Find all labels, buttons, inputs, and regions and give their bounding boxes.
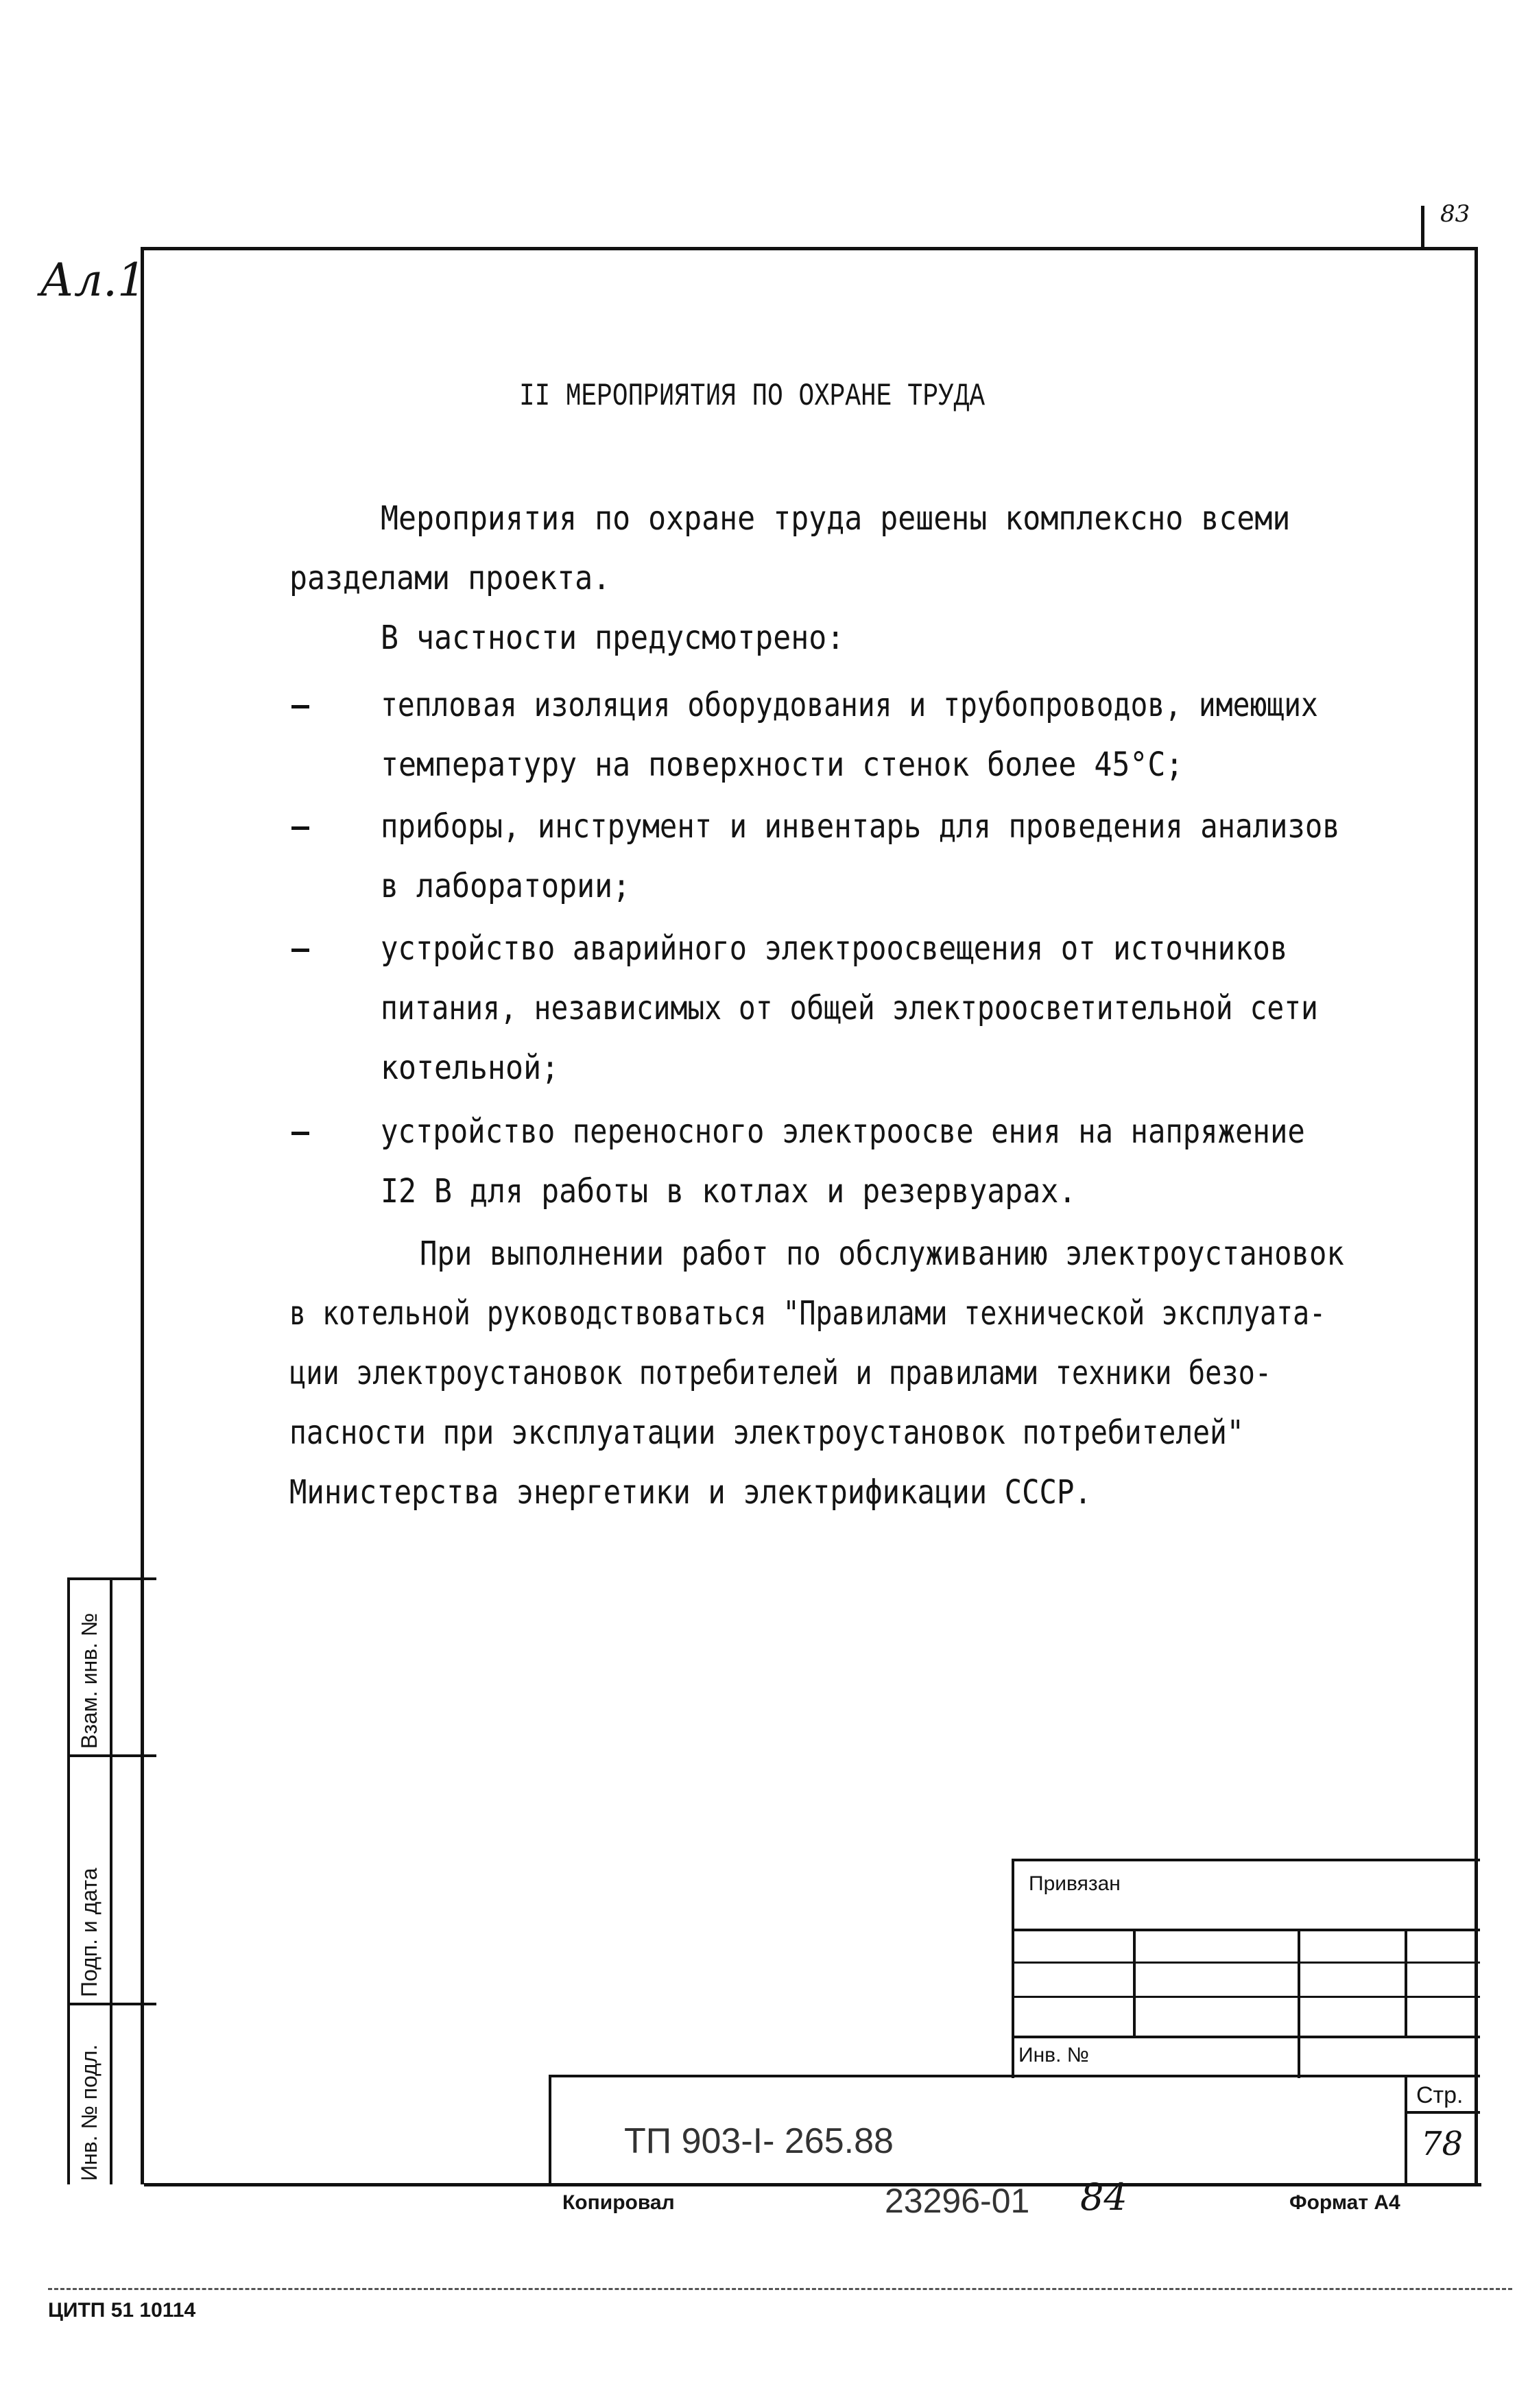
body-line: ции электроустановок потребителей и правилами техники безо-	[289, 1354, 1272, 1392]
inv-no-label: Инв. №	[1018, 2044, 1089, 2066]
title-block-line	[1298, 1929, 1300, 2078]
title-block-line	[1405, 1929, 1407, 2038]
body-line: тепловая изоляция оборудования и трубопроводов, имеющих	[381, 686, 1318, 724]
corner-tick	[1421, 206, 1424, 248]
body-line: При выполнении работ по обслуживанию электроустановок	[420, 1235, 1344, 1273]
list-dash	[291, 1132, 309, 1135]
body-line: разделами проекта.	[289, 559, 611, 597]
body-line: котельной;	[381, 1049, 560, 1087]
top-note: 83	[1440, 200, 1470, 228]
body-line: В частности предусмотрено:	[381, 619, 845, 657]
handwritten-number: 84	[1080, 2175, 1127, 2219]
title-block-line	[1405, 2075, 1407, 2184]
list-dash	[291, 949, 309, 952]
title-block-line	[1012, 1962, 1480, 1964]
title-block-line	[1012, 1929, 1480, 1931]
body-line: Мероприятия по охране труда решены комплексно всеми	[381, 499, 1291, 538]
title-block-line	[549, 2075, 551, 2184]
page-label: Стр.	[1416, 2082, 1464, 2108]
body-line: в котельной руководствоваться "Правилами технической эксплуата-	[289, 1294, 1326, 1333]
side-strip-divider	[67, 1754, 156, 1757]
body-line: I2 В для работы в котлах и резервуарах.	[381, 1172, 1077, 1211]
title-block-line	[1012, 1859, 1014, 2078]
privyazan-label: Привязан	[1029, 1872, 1121, 1895]
page-number: 78	[1421, 2125, 1464, 2163]
body-line: Министерства энергетики и электрификации СССР.	[289, 1473, 1092, 1512]
sheet-mark: Ал.1	[40, 254, 146, 307]
title-block-line	[1012, 1859, 1480, 1861]
title-block-line	[1133, 1929, 1136, 2037]
side-strip-divider	[67, 2003, 156, 2005]
title-block-line	[1012, 2036, 1480, 2038]
footer-divider	[48, 2288, 1512, 2290]
format-label: Формат А4	[1289, 2191, 1400, 2214]
body-line: питания, независимых от общей электроосветительной сети	[381, 989, 1318, 1027]
body-line: устройство аварийного электроосвещения от источников	[381, 929, 1288, 968]
list-dash	[291, 826, 309, 830]
stamp-number: 23296-01	[885, 2182, 1030, 2220]
side-label-podp: Подп. и дата	[77, 1868, 102, 1997]
body-line: температуру на поверхности стенок более 45°С;	[381, 746, 1184, 784]
side-label-vzam: Взам. инв. №	[77, 1612, 102, 1749]
title-block-line	[1012, 1996, 1480, 1998]
body-line: пасности при эксплуатации электроустановок потребителей"	[289, 1414, 1244, 1452]
body-line: в лаборатории;	[381, 867, 631, 905]
title-block-line	[549, 2075, 1480, 2077]
footer-code: ЦИТП 51 10114	[48, 2299, 196, 2322]
document-code: ТП 903-I- 265.88	[624, 2121, 894, 2161]
frame-bottom-line	[144, 2183, 1481, 2186]
section-heading: II МЕРОПРИЯТИЯ ПО ОХРАНЕ ТРУДА	[519, 379, 986, 414]
title-block-line	[1405, 2111, 1480, 2114]
kopiroval-label: Копировал	[562, 2191, 675, 2214]
side-strip-divider-vertical	[110, 1577, 112, 2184]
list-dash	[291, 705, 309, 708]
body-line: приборы, инструмент и инвентарь для проведения анализов	[381, 807, 1340, 846]
body-line: устройство переносного электроосве ения на напряжение	[381, 1112, 1305, 1151]
side-label-inv: Инв. № подл.	[77, 2044, 102, 2181]
